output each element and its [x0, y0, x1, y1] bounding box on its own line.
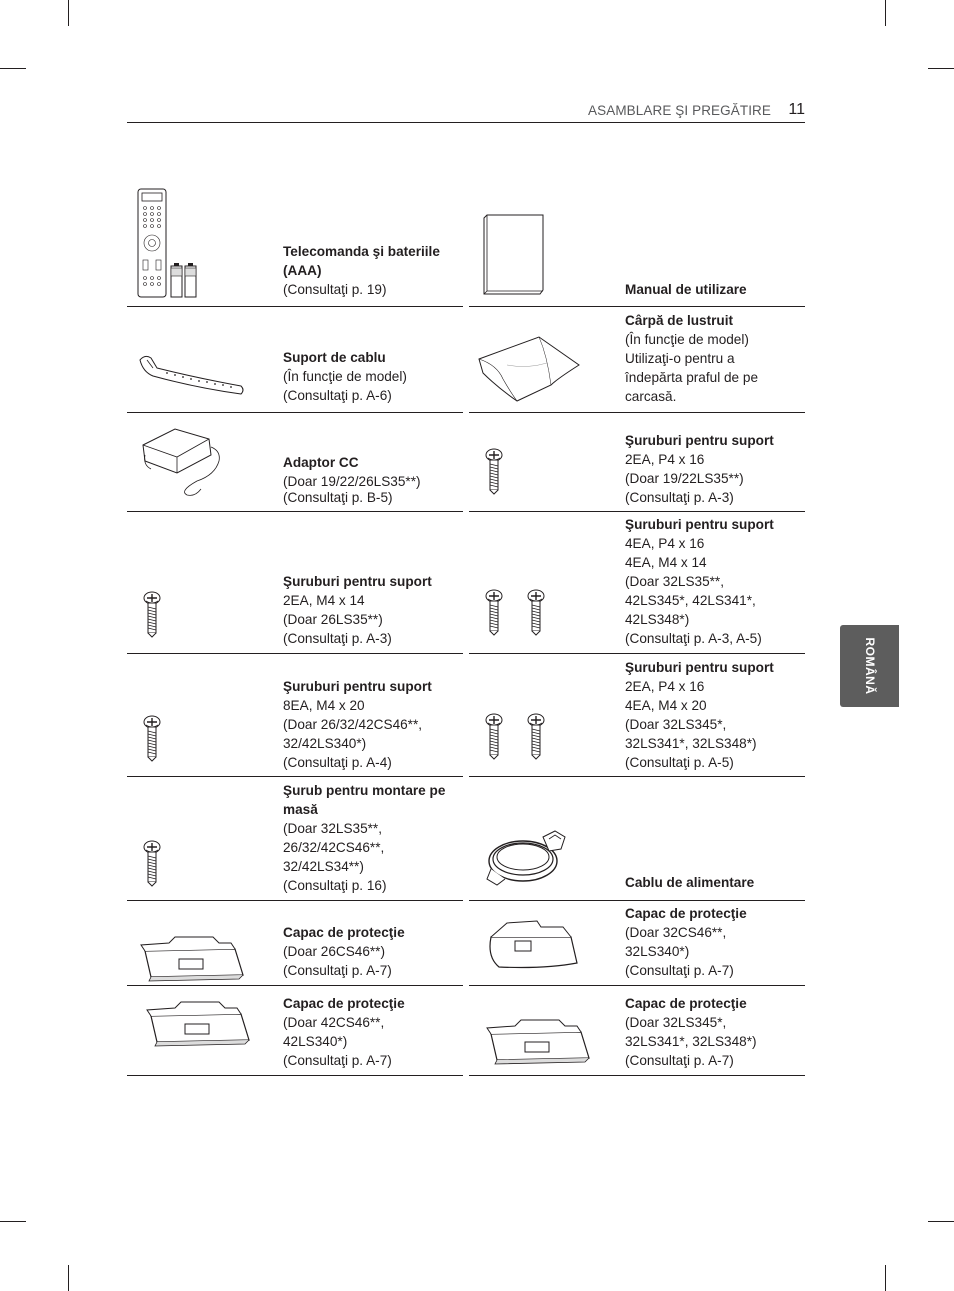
crop-mark — [885, 0, 886, 26]
manual-icon — [483, 214, 545, 296]
item-stand-screws — [469, 512, 805, 654]
item-line: (Doar 32LS35**, — [625, 574, 724, 589]
screw-icon — [141, 590, 163, 640]
screws-pair-icon — [483, 712, 549, 762]
item-title: Capac de protecţie — [625, 996, 747, 1011]
item-cable-holder — [127, 307, 463, 413]
item-line: (Doar 26CS46**) — [283, 944, 385, 959]
item-line: carcasă. — [625, 389, 677, 404]
protection-cover-icon — [145, 1000, 251, 1048]
item-line: 42LS340*) — [283, 1034, 348, 1049]
item-line: (Consultaţi p. A-7) — [625, 963, 734, 978]
item-line: (Consultaţi p. 16) — [283, 878, 387, 893]
language-label: ROMÂNĂ — [862, 637, 877, 695]
screw-icon — [141, 714, 163, 764]
item-line: 8EA, M4 x 20 — [283, 698, 365, 713]
item-line: (Consultaţi p. A-7) — [283, 963, 392, 978]
screws-pair-icon — [483, 588, 549, 638]
crop-mark — [0, 1221, 26, 1222]
adapter-icon — [139, 425, 225, 497]
item-line: (În funcţie de model) — [625, 332, 749, 347]
item-text — [625, 994, 803, 1070]
item-text — [283, 348, 461, 405]
item-text — [625, 515, 803, 648]
section-title: ASAMBLARE ŞI PREGĂTIRE — [588, 103, 771, 118]
item-power-cord — [469, 777, 805, 901]
item-line: (Consultaţi p. A-4) — [283, 755, 392, 770]
item-line: 42LS348*) — [625, 612, 690, 627]
power-cord-icon — [485, 829, 571, 889]
item-line: 32/42LS340*) — [283, 736, 367, 751]
item-text — [283, 453, 461, 507]
item-remote — [127, 180, 463, 307]
item-stand-screws — [127, 654, 463, 777]
item-cloth — [469, 307, 805, 413]
item-text — [625, 280, 803, 299]
item-title: Şuruburi pentru suport — [625, 660, 774, 675]
item-title: Suport de cablu — [283, 350, 386, 365]
item-stand-screws — [469, 654, 805, 777]
remote-icon — [137, 188, 199, 300]
screw-icon — [141, 839, 163, 889]
item-title: Telecomanda şi bateriile (AAA) — [283, 244, 440, 278]
item-line: (Doar 26/32/42CS46**, — [283, 717, 423, 732]
page-number: 11 — [788, 101, 805, 118]
protection-cover-icon — [485, 917, 579, 971]
item-line: 26/32/42CS46**, — [283, 840, 385, 855]
item-title: Capac de protecţie — [283, 996, 405, 1011]
protection-cover-icon — [139, 935, 245, 983]
item-title: Şuruburi pentru suport — [625, 433, 774, 448]
item-line: 2EA, P4 x 16 — [625, 452, 705, 467]
item-line: (Consultaţi p. B-5) — [283, 490, 393, 505]
item-line: (Consultaţi p. A-5) — [625, 755, 734, 770]
cloth-icon — [477, 335, 581, 405]
item-line: 4EA, P4 x 16 — [625, 536, 705, 551]
item-line: (Doar 26LS35**) — [283, 612, 383, 627]
item-title: Adaptor CC — [283, 455, 359, 470]
item-line: (Consultaţi p. A-6) — [283, 388, 392, 403]
item-line: (Consultaţi p. A-3) — [283, 631, 392, 646]
item-title: Capac de protecţie — [283, 925, 405, 940]
item-line: 32LS341*, 32LS348*) — [625, 1034, 757, 1049]
crop-mark — [0, 68, 26, 69]
item-line: (Doar 19/22LS35**) — [625, 471, 744, 486]
crop-mark — [68, 0, 69, 26]
item-title: Şuruburi pentru suport — [283, 574, 432, 589]
item-text — [283, 242, 461, 299]
item-text — [625, 431, 803, 507]
crop-mark — [928, 1221, 954, 1222]
item-stand-screws — [469, 413, 805, 512]
item-line: (Consultaţi p. A-3, A-5) — [625, 631, 762, 646]
item-protection-cover — [469, 986, 805, 1076]
crop-mark — [928, 68, 954, 69]
item-title: Manual de utilizare — [625, 282, 747, 297]
item-line: (Doar 32LS35**, — [283, 821, 382, 836]
item-line: Utilizaţi-o pentru a — [625, 351, 735, 366]
item-text — [283, 781, 461, 895]
cable-holder-icon — [137, 352, 247, 400]
item-line: (Doar 19/22/26LS35**) — [283, 474, 421, 489]
item-text — [283, 994, 461, 1070]
item-line: (Consultaţi p. A-3) — [625, 490, 734, 505]
item-manual — [469, 180, 805, 307]
item-protection-cover — [469, 901, 805, 986]
item-line: 32LS340*) — [625, 944, 690, 959]
item-line: (În funcţie de model) — [283, 369, 407, 384]
item-line: 2EA, M4 x 14 — [283, 593, 365, 608]
item-text — [625, 873, 803, 892]
item-text — [283, 677, 461, 772]
item-text — [625, 311, 803, 406]
item-title: Şuruburi pentru suport — [625, 517, 774, 532]
item-line: 32/42LS34**) — [283, 859, 364, 874]
item-line: (Consultaţi p. A-7) — [283, 1053, 392, 1068]
item-text — [625, 658, 803, 772]
item-text — [625, 904, 803, 980]
item-line: 4EA, M4 x 14 — [625, 555, 707, 570]
item-title: Cârpă de lustruit — [625, 313, 734, 328]
item-title: Cablu de alimentare — [625, 875, 755, 890]
screw-icon — [483, 447, 505, 497]
item-protection-cover — [127, 986, 463, 1076]
page-header — [127, 102, 805, 123]
item-title: Şurub pentru montare pe masă — [283, 783, 446, 817]
item-title: Capac de protecţie — [625, 906, 747, 921]
item-text — [283, 923, 461, 980]
item-line: (Consultaţi p. A-7) — [625, 1053, 734, 1068]
item-line: (Consultaţi p. 19) — [283, 282, 387, 297]
item-line: (Doar 32LS345*, — [625, 717, 727, 732]
item-stand-screws — [127, 512, 463, 654]
item-line: (Doar 42CS46**, — [283, 1015, 385, 1030]
item-adapter — [127, 413, 463, 512]
item-line: (Doar 32CS46**, — [625, 925, 727, 940]
item-line: 42LS345*, 42LS341*, — [625, 593, 756, 608]
item-title: Şuruburi pentru suport — [283, 679, 432, 694]
item-line: 4EA, M4 x 20 — [625, 698, 707, 713]
item-line: (Doar 32LS345*, — [625, 1015, 727, 1030]
protection-cover-icon — [485, 1018, 591, 1066]
language-tab — [840, 625, 899, 707]
crop-mark — [885, 1265, 886, 1291]
item-text — [283, 572, 461, 648]
item-line: îndepărta praful de pe — [625, 370, 759, 385]
item-line: 2EA, P4 x 16 — [625, 679, 705, 694]
item-protection-cover — [127, 901, 463, 986]
crop-mark — [68, 1265, 69, 1291]
item-table-screw — [127, 777, 463, 901]
item-line: 32LS341*, 32LS348*) — [625, 736, 757, 751]
